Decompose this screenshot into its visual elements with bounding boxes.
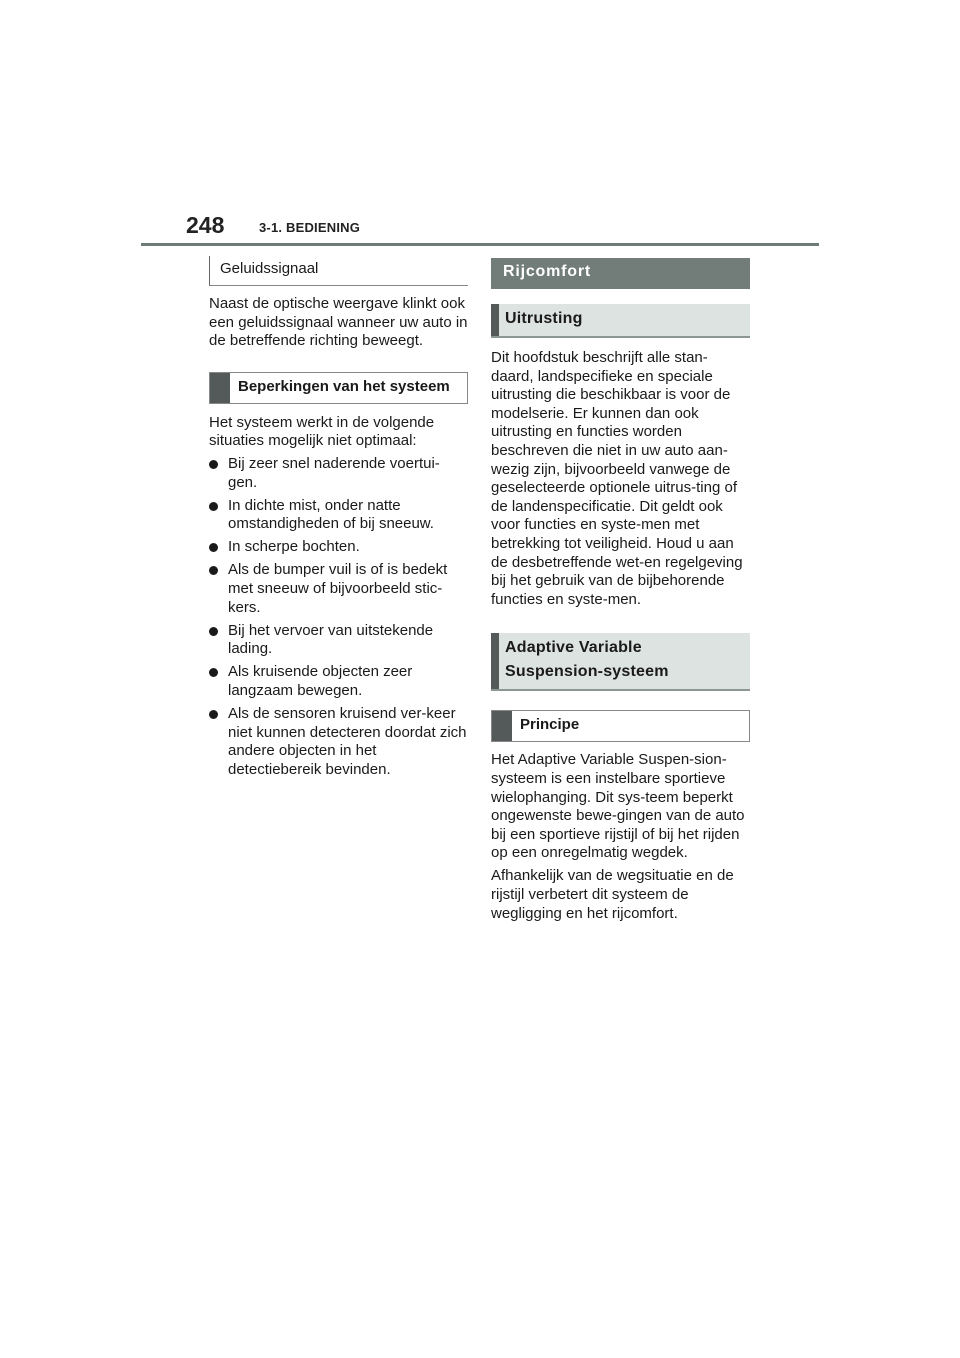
section-banner: Rijcomfort [491,258,750,289]
list-item: Als kruisende objecten zeer langzaam bewegen. [209,663,468,700]
heading-marker [491,304,499,336]
right-column [491,258,750,923]
principle-heading [491,710,750,742]
sound-signal-heading: Geluidssignaal [209,256,468,286]
sound-signal-text: Naast de optische weergave klinkt ook een geluidssignaal wanneer uw auto in de betreffende richting beweegt. [209,295,468,350]
list-item: In scherpe bochten. [209,538,468,557]
bullet-icon [209,566,218,575]
principle-heading-text: Principe [520,716,580,734]
heading-marker [491,633,499,689]
principle-text: Het Adaptive Variable Suspen-sion-systeem is een instelbare sportieve wielophanging. Dit sys-teem beperkt ongewenste bewe-gingen van de auto bij een sportieve rijstijl of bij het rijden op een onregelmatig wegdek. [491,751,745,862]
principle-text-2: Afhankelijk van de wegsituatie en de rijstijl verbetert dit systeem de wegligging en het rijcomfort. [491,867,734,922]
bullet-icon [209,543,218,552]
limitations-heading-text: Beperkingen van het systeem [238,377,450,395]
bullet-icon [209,668,218,677]
left-column [209,256,468,784]
list-item: Bij zeer snel naderende voertui-gen. [209,455,468,492]
bullet-icon [209,627,218,636]
header-divider [141,243,819,246]
bullet-icon [209,502,218,511]
list-item: In dichte mist, onder natte omstandigheden of bij sneeuw. [209,497,468,534]
heading-marker [492,711,512,741]
bullet-icon [209,710,218,719]
equipment-heading-text: Uitrusting [505,310,583,327]
avs-heading [491,633,750,691]
list-item: Als de sensoren kruisend ver-keer niet kunnen detecteren doordat zich andere objecten in het detectiebereik bevinden. [209,705,468,779]
bullet-icon [209,460,218,469]
list-item: Bij het vervoer van uitstekende lading. [209,622,468,659]
heading-marker [210,373,230,403]
limitations-list [209,455,468,780]
chapter-title: 3-1. BEDIENING [259,220,361,235]
equipment-text: Dit hoofdstuk beschrijft alle stan-daard, landspecifieke en speciale uitrusting die beschikbaar is voor de modelserie. Er kunnen dan ook uitrusting en functies worden beschreven die niet in uw auto aan-wezig zijn, bijvoorbeeld vanwege de geselecteerde optionele uitrus-ting of de landenspecificatie. Dit geldt ook voor functies en syste-men met betrekking tot veiligheid. Houd u aan de desbetreffende wet-en regelgeving bij het gebruik van de bijbehorende functies en syste-men. [491,349,743,608]
equipment-heading [491,304,750,338]
avs-heading-text: Adaptive Variable Suspension-systeem [505,639,669,681]
limitations-heading [209,372,468,404]
page-number: 248 [186,212,225,238]
list-item: Als de bumper vuil is of is bedekt met sneeuw of bijvoorbeeld stic-kers. [209,561,468,617]
limitations-intro: Het systeem werkt in de volgende situaties mogelijk niet optimaal: [209,413,435,450]
